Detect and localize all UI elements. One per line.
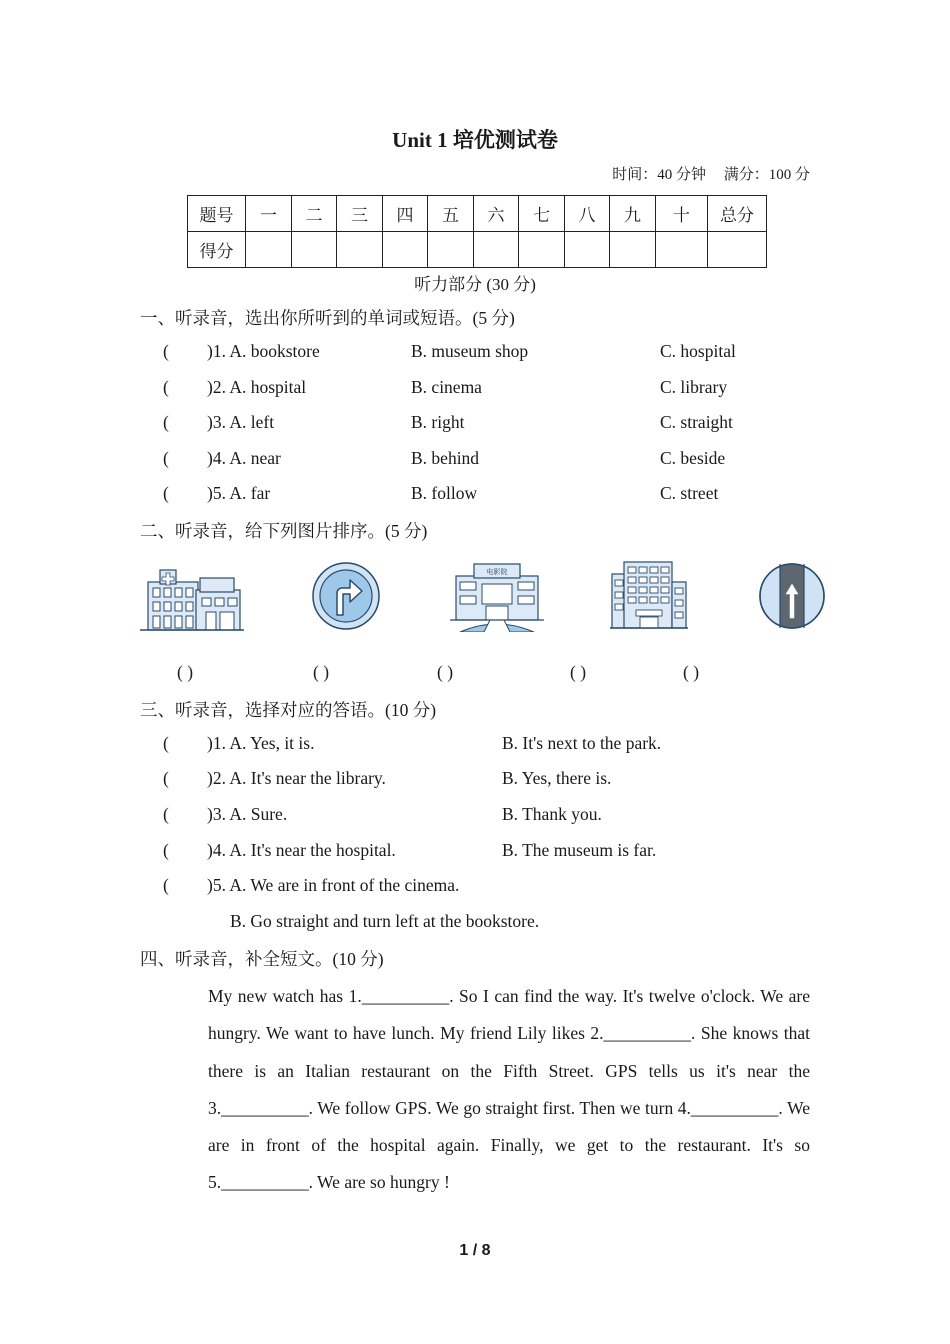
page-number: 1 / 8 [459,1242,491,1259]
score-cell[interactable] [474,232,519,268]
q3-item-5-paren[interactable]: ( [163,875,169,895]
q1-item-5-a: )5. A. far [207,483,271,503]
go-straight-sign-picture [758,560,826,632]
q1-item-5-c: C. street [660,483,719,503]
q1-item-4-a: )4. A. near [207,448,281,468]
q3-item-5-a: )5. A. We are in front of the cinema. [207,875,460,895]
q1-heading: 一、听录音，选出你所听到的单词或短语。(5 分) [140,308,515,328]
q1-item-3-b: B. right [411,412,465,432]
time-limit: 时间：40 分钟 [612,167,706,183]
q2-answer-blank-4[interactable]: ( ) [570,662,587,682]
q1-item-2-c: C. library [660,377,728,397]
score-cell[interactable] [292,232,337,268]
score-header-cell: 题号 [188,196,246,232]
score-header-cell: 二 [292,196,337,232]
q1-item-3-a: )3. A. left [207,412,275,432]
q3-item-3-a: )3. A. Sure. [207,804,288,824]
hospital-building-picture [140,560,244,632]
score-cell[interactable] [708,232,767,268]
score-header-cell: 四 [383,196,428,232]
score-header-cell: 七 [519,196,565,232]
q2-answer-blank-3[interactable]: ( ) [437,662,454,682]
q4-heading: 四、听录音，补全短文。(10 分) [140,949,384,969]
q1-item-3-c: C. straight [660,412,733,432]
q1-item-2-a: )2. A. hospital [207,377,307,397]
exam-meta [598,163,810,184]
museum-building-picture [610,560,688,632]
score-cell[interactable] [519,232,565,268]
q1-item-4-paren[interactable]: ( [163,448,169,468]
q3-item-5-b: B. Go straight and turn left at the bookstore. [230,911,540,931]
q3-item-3-paren[interactable]: ( [163,804,169,824]
score-header-cell: 十 [656,196,708,232]
q2-heading: 二、听录音，给下列图片排序。(5 分) [140,521,428,541]
score-cell[interactable] [383,232,428,268]
q3-item-4-b: B. The museum is far. [502,840,657,860]
q3-item-1-b: B. It's next to the park. [502,733,662,753]
score-cell[interactable] [656,232,708,268]
q1-item-1-paren[interactable]: ( [163,341,169,361]
q1-item-5-paren[interactable]: ( [163,483,169,503]
score-cell[interactable] [565,232,610,268]
q3-item-1-paren[interactable]: ( [163,733,169,753]
q1-item-4-b: B. behind [411,448,480,468]
score-header-cell: 九 [610,196,656,232]
q4-passage-text: My new watch has 1.__________. So I can find the way. It's twelve o'clock. We are hungry. We want to have lunch. My friend Lily likes 2.__________. She knows that there is an Italian restaurant on the Fifth Street. GPS tells us it's near the 3.__________. We follow GPS. We go straight first. Then we turn 4.__________. We are in front of the hospital again. Finally, we get to the restaurant. It's so 5.__________. We are so hungry ! [208,986,810,1193]
score-table-score-row [188,232,767,268]
score-header-cell: 五 [428,196,474,232]
q2-answer-blank-2[interactable]: ( ) [313,662,330,682]
score-cell[interactable] [610,232,656,268]
q1-item-2-b: B. cinema [411,377,482,397]
score-header-cell: 总分 [708,196,767,232]
cinema-building-picture [450,560,544,632]
full-score: 满分：100 分 [723,167,810,183]
turn-right-sign-picture [312,560,380,632]
score-cell[interactable] [337,232,383,268]
q2-answer-blank-5[interactable]: ( ) [683,662,700,682]
q3-heading: 三、听录音，选择对应的答语。(10 分) [140,700,437,720]
q1-item-1-c: C. hospital [660,341,736,361]
q3-item-2-a: )2. A. It's near the library. [207,768,386,788]
q1-item-4-c: C. beside [660,448,726,468]
q3-item-4-paren[interactable]: ( [163,840,169,860]
q3-item-3-b: B. Thank you. [502,804,602,824]
score-table-header-row [188,196,767,232]
q3-item-2-paren[interactable]: ( [163,768,169,788]
q1-item-5-b: B. follow [411,483,478,503]
q4-passage [163,978,810,1202]
listening-part-heading: 听力部分 (30 分) [414,275,536,294]
q1-item-1-a: )1. A. bookstore [207,341,320,361]
page-title: Unit 1 培优测试卷 [392,128,558,152]
q1-item-2-paren[interactable]: ( [163,377,169,397]
q3-item-2-b: B. Yes, there is. [502,768,612,788]
score-header-cell: 一 [246,196,292,232]
score-cell[interactable] [246,232,292,268]
q3-item-1-a: )1. A. Yes, it is. [207,733,315,753]
q3-item-4-a: )4. A. It's near the hospital. [207,840,396,860]
score-row-label: 得分 [188,232,246,268]
score-header-cell: 三 [337,196,383,232]
q1-item-1-b: B. museum shop [411,341,529,361]
cinema-sign-text: 电影院 [486,568,508,576]
q1-item-3-paren[interactable]: ( [163,412,169,432]
score-header-cell: 六 [474,196,519,232]
score-table [187,195,767,268]
score-cell[interactable] [428,232,474,268]
score-header-cell: 八 [565,196,610,232]
q2-answer-blank-1[interactable]: ( ) [177,662,194,682]
